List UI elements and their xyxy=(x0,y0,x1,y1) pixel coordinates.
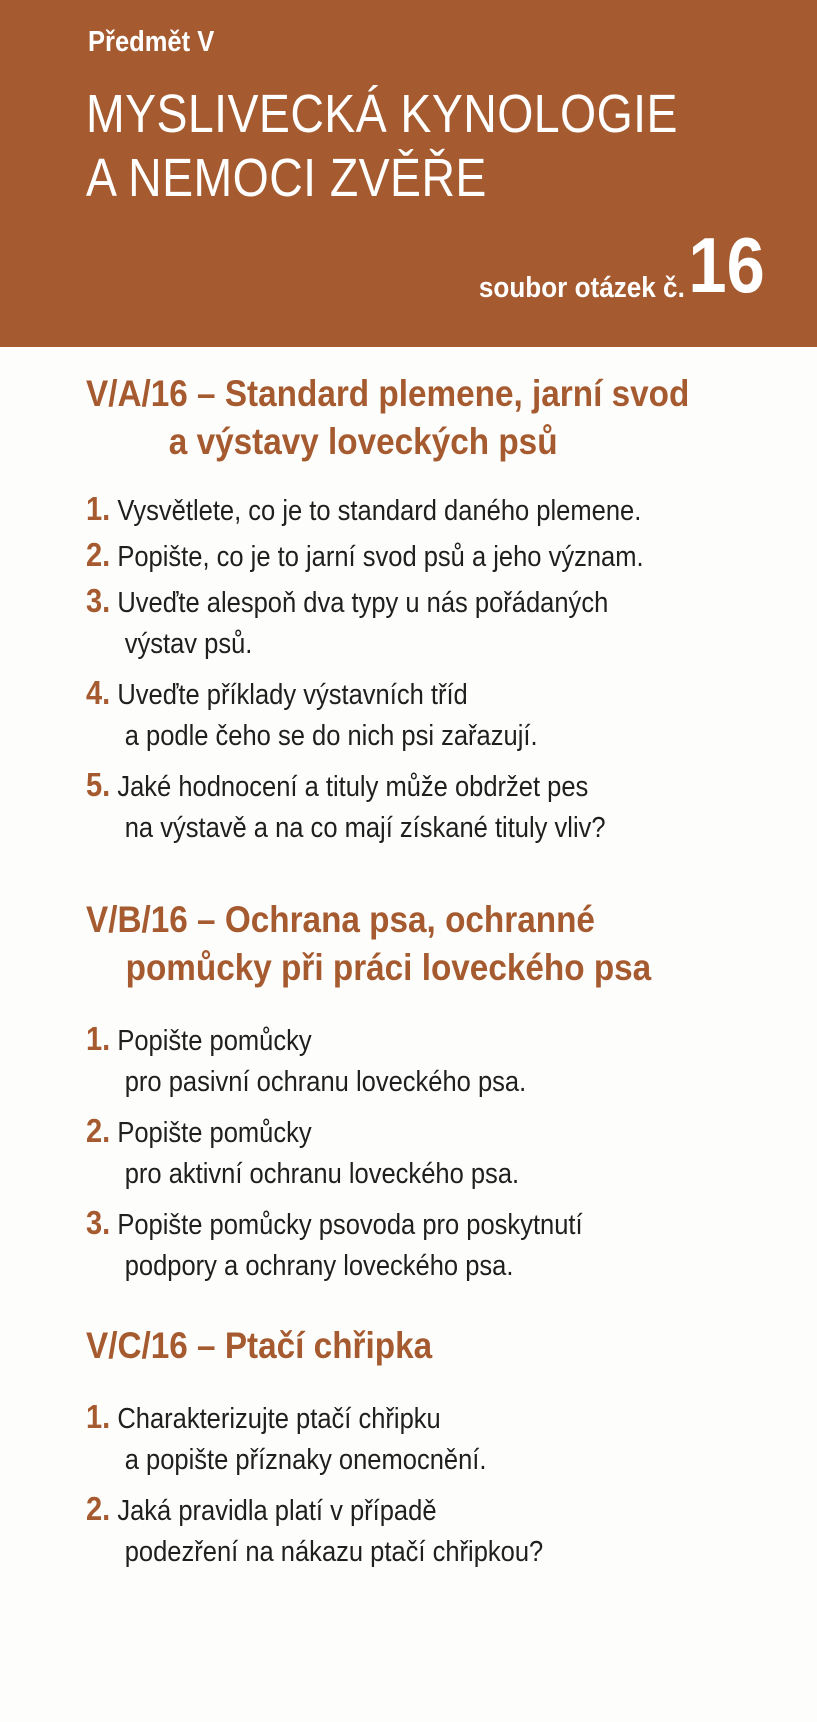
question-text-continued: na výstavě a na co mají získané tituly vliv? xyxy=(124,812,606,844)
question-number: 1. xyxy=(86,490,111,527)
question-text: Jaké hodnocení a tituly může obdržet pes xyxy=(117,771,589,803)
question-text: Popište pomůcky xyxy=(117,1025,312,1057)
question-list xyxy=(86,1396,786,1580)
question-number: 2. xyxy=(86,536,111,573)
section-title xyxy=(86,370,716,466)
question-text-continued: a popište příznaky onemocnění. xyxy=(124,1444,487,1476)
section-title-line-2: pomůcky při práci loveckého psa xyxy=(125,947,652,988)
section-b xyxy=(86,896,786,1294)
question-item xyxy=(86,1396,702,1488)
question-item xyxy=(86,1110,702,1202)
header-band xyxy=(0,0,817,347)
question-number: 3. xyxy=(86,1204,111,1241)
question-number: 2. xyxy=(86,1490,111,1527)
section-title-line-2: a výstavy loveckých psů xyxy=(168,421,558,462)
question-number: 5. xyxy=(86,766,111,803)
question-text: Popište pomůcky psovoda pro poskytnutí xyxy=(117,1209,583,1241)
question-number: 4. xyxy=(86,674,111,711)
question-text-continued: pro pasivní ochranu loveckého psa. xyxy=(124,1066,527,1098)
question-item xyxy=(86,1202,702,1294)
question-text-continued: výstav psů. xyxy=(124,628,253,660)
question-set-number: 16 xyxy=(688,221,765,309)
section-title-line-1: V/C/16 – Ptačí chřipka xyxy=(86,1325,433,1366)
title-line-2: A NEMOCI ZVĚŘE xyxy=(86,148,487,208)
question-text: Vysvětlete, co je to standard daného plemene. xyxy=(117,495,642,527)
question-number: 1. xyxy=(86,1020,111,1057)
question-text-continued: a podle čeho se do nich psi zařazují. xyxy=(124,720,538,752)
question-item xyxy=(86,534,702,580)
question-set-label: soubor otázek č. xyxy=(479,272,685,304)
question-number: 1. xyxy=(86,1398,111,1435)
section-a xyxy=(86,370,786,856)
question-number: 2. xyxy=(86,1112,111,1149)
question-text: Charakterizujte ptačí chřipku xyxy=(117,1403,441,1435)
question-text: Jaká pravidla platí v případě xyxy=(117,1495,437,1527)
question-item xyxy=(86,672,702,764)
question-text: Uveďte alespoň dva typy u nás pořádaných xyxy=(117,587,609,619)
question-text: Uveďte příklady výstavních tříd xyxy=(117,679,468,711)
question-item xyxy=(86,1488,702,1580)
title-line-1: MYSLIVECKÁ KYNOLOGIE xyxy=(86,84,678,144)
section-title xyxy=(86,1322,716,1370)
question-text-continued: podpory a ochrany loveckého psa. xyxy=(124,1250,514,1282)
subject-label: Předmět V xyxy=(88,26,215,58)
question-number: 3. xyxy=(86,582,111,619)
question-item xyxy=(86,1018,702,1110)
question-text: Popište, co je to jarní svod psů a jeho význam. xyxy=(117,541,644,573)
section-c xyxy=(86,1322,786,1580)
section-title-line-1: V/A/16 – Standard plemene, jarní svod xyxy=(86,373,690,414)
question-item xyxy=(86,764,702,856)
section-title xyxy=(86,896,716,992)
section-title-line-1: V/B/16 – Ochrana psa, ochranné xyxy=(86,899,595,940)
question-list xyxy=(86,1018,786,1294)
question-item xyxy=(86,488,702,534)
question-text-continued: pro aktivní ochranu loveckého psa. xyxy=(124,1158,520,1190)
question-list xyxy=(86,488,786,856)
question-text: Popište pomůcky xyxy=(117,1117,312,1149)
question-item xyxy=(86,580,702,672)
question-text-continued: podezření na nákazu ptačí chřipkou? xyxy=(124,1536,544,1568)
page-title xyxy=(86,82,678,210)
